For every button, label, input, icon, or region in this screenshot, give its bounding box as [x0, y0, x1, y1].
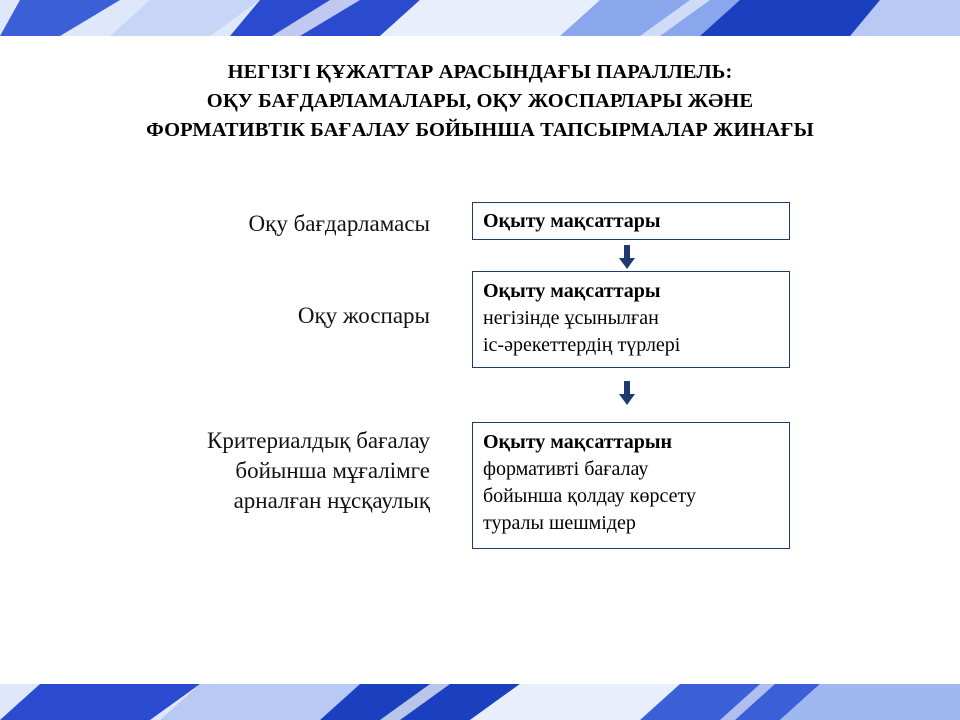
label-line: Оқу бағдарламасы [248, 211, 430, 236]
top-decorative-band [0, 0, 960, 36]
box-learning-objectives [472, 202, 790, 240]
box-line: формативті бағалау [483, 458, 649, 480]
label-teacher-guide [207, 426, 430, 516]
label-curriculum [249, 209, 430, 239]
box-line: негізінде ұсынылған [483, 307, 659, 329]
box-heading: Оқыту мақсаттарын [483, 431, 673, 453]
title-line-1: НЕГІЗГІ ҚҰЖАТТАР АРАСЫНДАҒЫ ПАРАЛЛЕЛЬ: [227, 61, 733, 83]
box-line: туралы шешмідер [483, 512, 636, 534]
box-heading: Оқыту мақсаттары [483, 280, 661, 302]
label-line: Критериалдық бағалау [207, 428, 430, 453]
bottom-decorative-band [0, 684, 960, 720]
slide-title [40, 58, 920, 145]
label-line: Оқу жоспары [297, 303, 430, 328]
box-line: іс-әрекеттердің түрлері [483, 334, 681, 356]
title-line-3: ФОРМАТИВТІК БАҒАЛАУ БОЙЫНША ТАПСЫРМАЛАР ЖИНАҒЫ [146, 119, 814, 141]
box-formative-assessment [472, 422, 790, 549]
box-activity-types [472, 271, 790, 368]
label-study-plan [298, 301, 430, 331]
box-heading: Оқыту мақсаттары [483, 210, 661, 232]
label-line: бойынша мұғалімге [235, 458, 430, 483]
box-line: бойынша қолдау көрсету [483, 485, 696, 507]
down-arrow-icon [619, 245, 635, 269]
label-line: арналған нұсқаулық [233, 488, 430, 513]
down-arrow-icon [619, 381, 635, 405]
title-line-2: ОҚУ БАҒДАРЛАМАЛАРЫ, ОҚУ ЖОСПАРЛАРЫ ЖӘНЕ [206, 90, 754, 112]
